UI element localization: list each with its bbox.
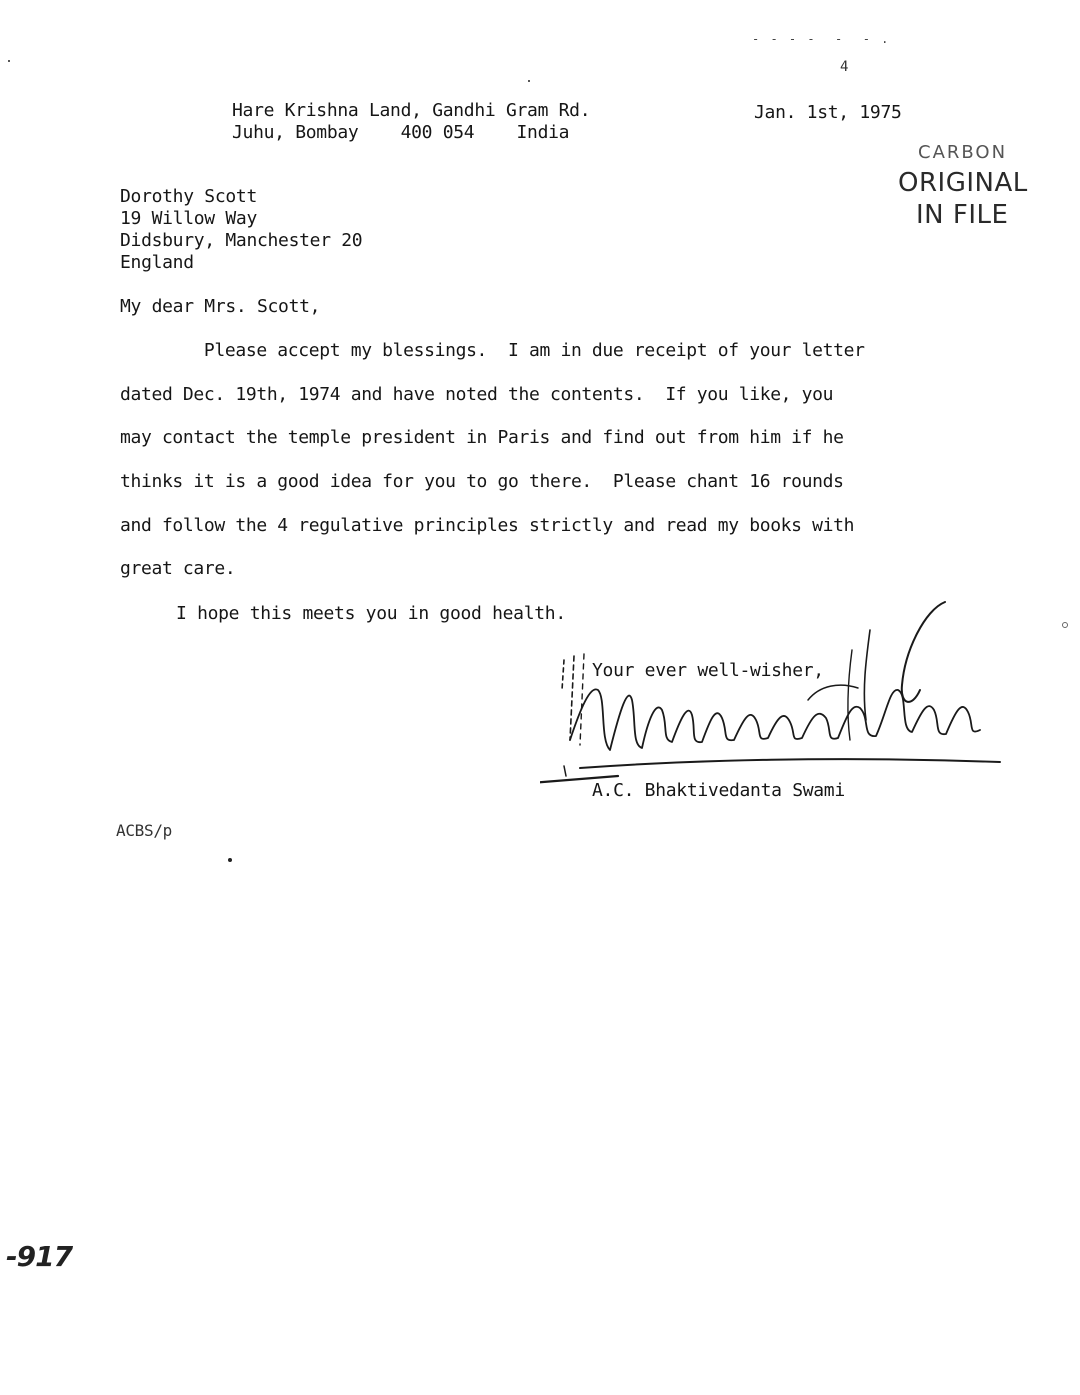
ink-speck (528, 80, 530, 82)
body-line: dated Dec. 19th, 1974 and have noted the contents. If you like, you (120, 384, 834, 405)
recipient-street: 19 Willow Way (120, 208, 257, 229)
body-line: great care. (120, 558, 236, 579)
body-line: thinks it is a good idea for you to go there. Please chant 16 rounds (120, 471, 844, 492)
sender-address-line-1: Hare Krishna Land, Gandhi Gram Rd. (232, 100, 591, 121)
ink-speck (8, 60, 10, 62)
recipient-city: Didsbury, Manchester 20 (120, 230, 363, 251)
stamp-original: ORIGINAL (898, 168, 1028, 198)
valediction: Your ever well-wisher, (592, 660, 824, 681)
ink-speck (1062, 622, 1068, 628)
reference-initials: ACBS/p (116, 821, 172, 840)
body-line: may contact the temple president in Paris and find out from him if he (120, 427, 844, 448)
closing-sentence: I hope this meets you in good health. (176, 603, 566, 624)
sender-address-line-2: Juhu, Bombay 400 054 India (232, 122, 570, 143)
stamp-in-file: IN FILE (916, 200, 1009, 230)
salutation: My dear Mrs. Scott, (120, 296, 321, 317)
page-mark: -917 (6, 1240, 73, 1273)
signatory-name: A.C. Bhaktivedanta Swami (592, 780, 845, 801)
top-marks: - - - - - - . (752, 32, 891, 46)
body-line: and follow the 4 regulative principles strictly and read my books with (120, 515, 855, 536)
body-line: Please accept my blessings. I am in due receipt of your letter (120, 340, 865, 361)
recipient-country: England (120, 252, 194, 273)
handwritten-signature (540, 590, 1020, 810)
recipient-name: Dorothy Scott (120, 186, 257, 207)
letter-date: Jan. 1st, 1975 (754, 102, 902, 123)
stamp-carbon: CARBON (918, 142, 1008, 163)
top-mark-small: 4 (840, 59, 849, 75)
ink-speck (228, 858, 232, 862)
